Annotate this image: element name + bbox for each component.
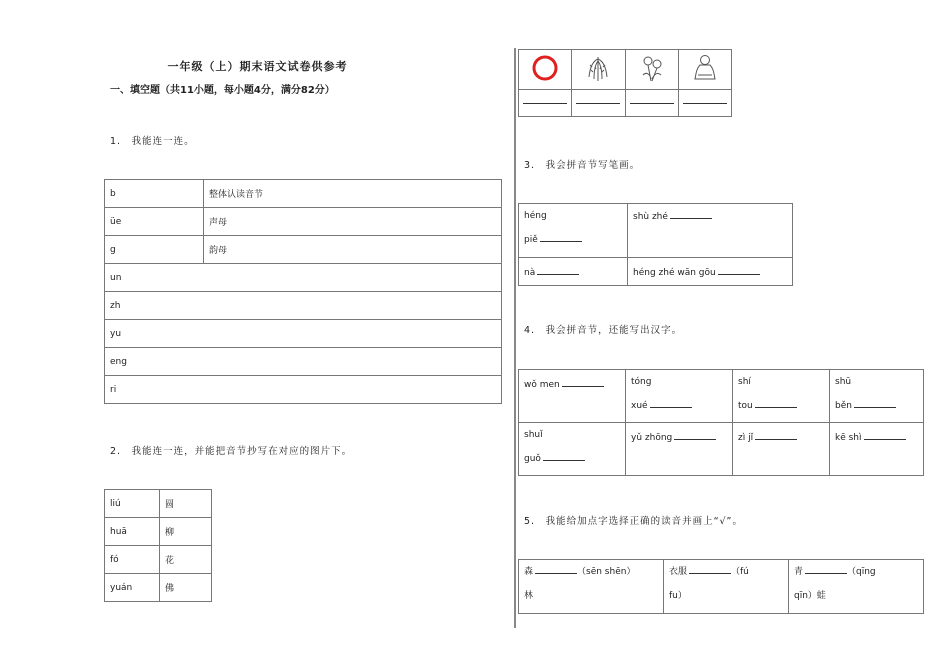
pinyin-answer[interactable]: yǔ zhōng	[626, 423, 733, 476]
q3-table	[518, 203, 793, 286]
pinyin-text: héng	[524, 211, 547, 221]
pinyin-text: shū	[835, 377, 852, 387]
table-row	[105, 574, 212, 602]
table-cell	[626, 370, 733, 423]
table-row	[519, 560, 924, 614]
picture-cell	[519, 50, 572, 90]
pinyin-text: shí	[738, 377, 751, 387]
table-cell: huā	[105, 518, 160, 546]
q5-table	[518, 559, 924, 614]
page-title: 一年级（上）期末语文试卷供参考	[167, 60, 348, 73]
flower-icon	[635, 51, 669, 85]
circle-icon	[530, 53, 560, 83]
table-cell: 圆	[160, 490, 212, 518]
pinyin-answer[interactable]: xué	[631, 394, 727, 418]
pinyin-text: tóng	[631, 377, 652, 387]
answer-line	[523, 103, 567, 104]
table-cell: üe	[105, 208, 204, 236]
answer-cell[interactable]	[678, 90, 731, 117]
picture-cell	[678, 50, 731, 90]
q4-table	[518, 369, 924, 476]
table-cell: 花	[160, 546, 212, 574]
reading-options[interactable]: （qīng	[847, 567, 876, 577]
table-cell: yu	[105, 320, 502, 348]
reading-options[interactable]: qīn）蛙	[794, 591, 826, 601]
table-cell: 柳	[160, 518, 212, 546]
answer-cell[interactable]	[519, 90, 572, 117]
reading-options[interactable]: fu）	[669, 591, 687, 601]
table-row	[105, 320, 502, 348]
pinyin-answer[interactable]: guǒ	[524, 447, 620, 471]
q2-table	[104, 489, 212, 602]
pinyin-answer[interactable]: tou	[738, 394, 824, 418]
table-cell	[830, 370, 924, 423]
table-cell[interactable]	[664, 560, 789, 614]
q4-prompt: 4. 我会拼音节，还能写出汉字。	[524, 325, 683, 336]
willow-tree-icon	[581, 51, 615, 85]
table-cell	[733, 370, 830, 423]
pinyin-text: shuǐ	[524, 430, 543, 440]
pinyin-answer[interactable]: nà	[519, 258, 628, 286]
buddha-icon	[688, 51, 722, 85]
answer-line	[630, 103, 674, 104]
q3-prompt: 3. 我会拼音节写笔画。	[524, 160, 641, 171]
table-row	[105, 264, 502, 292]
answer-line	[683, 103, 727, 104]
word-text: 青	[794, 567, 804, 577]
pinyin-answer[interactable]: héng zhé wān gōu	[628, 258, 793, 286]
table-cell[interactable]	[519, 560, 664, 614]
column-divider	[514, 48, 516, 628]
picture-cell	[625, 50, 678, 90]
reading-options[interactable]: （sēn shēn）	[577, 567, 636, 577]
table-row	[105, 348, 502, 376]
pinyin-answer[interactable]: shù zhé	[628, 204, 793, 258]
table-cell[interactable]	[789, 560, 924, 614]
table-row	[105, 546, 212, 574]
q2-picture-table	[518, 49, 732, 117]
pinyin-answer[interactable]: wǒ men	[519, 370, 626, 423]
table-cell: 声母	[204, 208, 502, 236]
answer-cell[interactable]	[572, 90, 625, 117]
table-row	[105, 292, 502, 320]
table-cell: 韵母	[204, 236, 502, 264]
table-cell: g	[105, 236, 204, 264]
reading-options[interactable]: （fú	[731, 567, 749, 577]
table-cell: zh	[105, 292, 502, 320]
table-cell: ri	[105, 376, 502, 404]
table-cell: 佛	[160, 574, 212, 602]
table-cell: un	[105, 264, 502, 292]
table-cell: 整体认读音节	[204, 180, 502, 208]
answer-cell[interactable]	[625, 90, 678, 117]
table-row	[519, 50, 732, 90]
table-cell	[519, 204, 628, 258]
table-cell: liú	[105, 490, 160, 518]
table-row	[519, 204, 793, 258]
table-row	[519, 258, 793, 286]
pinyin-answer[interactable]: kē shì	[830, 423, 924, 476]
q1-table	[104, 179, 502, 404]
table-row	[105, 490, 212, 518]
table-row	[519, 90, 732, 117]
pinyin-answer[interactable]: běn	[835, 394, 918, 418]
answer-line	[576, 103, 620, 104]
word-text: 林	[524, 591, 534, 601]
table-row	[105, 208, 502, 236]
table-cell: yuán	[105, 574, 160, 602]
picture-cell	[572, 50, 625, 90]
word-text: 衣服	[669, 567, 688, 577]
table-cell	[519, 423, 626, 476]
q5-prompt: 5. 我能给加点字选择正确的读音并画上“√”。	[524, 516, 743, 527]
table-row	[105, 518, 212, 546]
table-cell: eng	[105, 348, 502, 376]
pinyin-answer[interactable]: zì jǐ	[733, 423, 830, 476]
table-row	[105, 236, 502, 264]
table-cell: b	[105, 180, 204, 208]
section-heading: 一、填空题（共11小题，每小题4分，满分82分）	[110, 85, 335, 96]
table-row	[105, 376, 502, 404]
q1-prompt: 1. 我能连一连。	[110, 136, 195, 147]
pinyin-answer[interactable]: piě	[524, 228, 622, 252]
word-text: 森	[524, 567, 534, 577]
table-row	[105, 180, 502, 208]
table-row	[519, 370, 924, 423]
table-cell: fó	[105, 546, 160, 574]
q2-prompt: 2. 我能连一连，并能把音节抄写在对应的图片下。	[110, 446, 353, 457]
table-row	[519, 423, 924, 476]
